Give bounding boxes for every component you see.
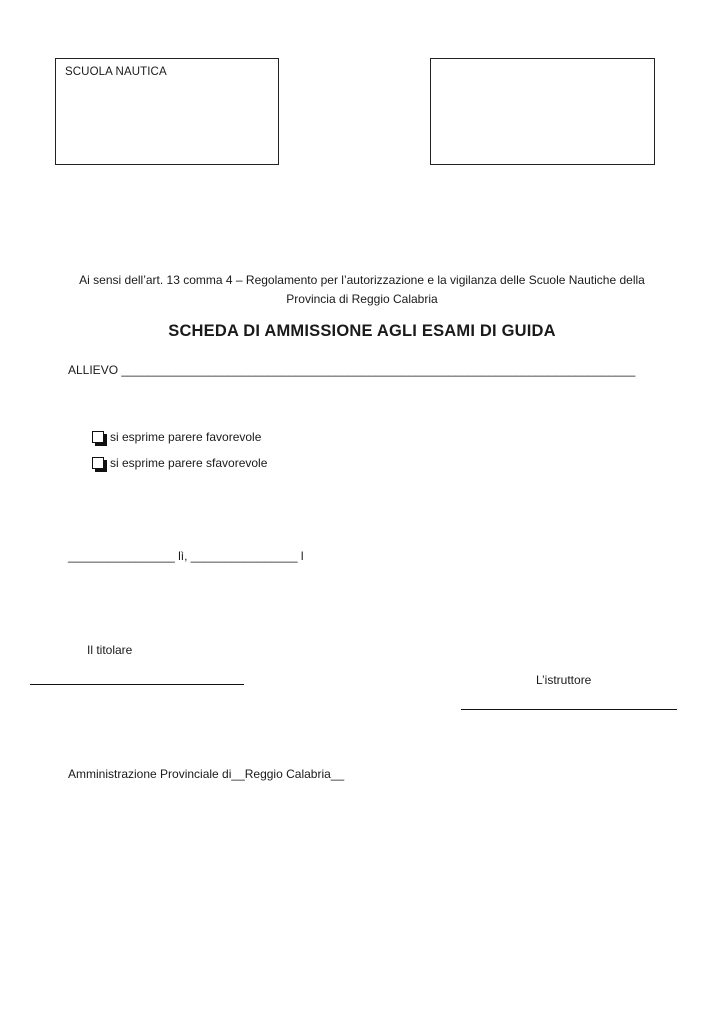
school-box (55, 58, 279, 165)
istruttore-signature-line[interactable] (461, 709, 677, 710)
checkbox-icon[interactable] (92, 431, 104, 443)
option-unfavorable[interactable] (92, 456, 267, 470)
school-label: SCUOLA NAUTICA (65, 66, 167, 78)
page-title: SCHEDA DI AMMISSIONE AGLI ESAMI DI GUIDA (168, 322, 556, 340)
checkbox-icon[interactable] (92, 457, 104, 469)
titolare-label: Il titolare (87, 643, 133, 657)
place-date-line[interactable]: ________________ lì, ________________ l (68, 549, 304, 563)
titolare-signature-line[interactable] (30, 684, 244, 685)
option-favorable[interactable] (92, 430, 261, 444)
allievo-field[interactable]: ALLIEVO _____________________________________________________________________________ (68, 363, 636, 377)
stamp-box (430, 58, 655, 165)
option-unfavorable-label: si esprime parere sfavorevole (110, 456, 268, 470)
option-favorable-label: si esprime parere favorevole (110, 430, 262, 444)
istruttore-label: L’istruttore (536, 673, 592, 687)
intro-text: Ai sensi dell’art. 13 comma 4 – Regolamento per l’autorizzazione e la vigilanza delle Scuole Nautiche della Provincia di Reggio Calabria (79, 273, 645, 306)
administration-line: Amministrazione Provinciale di__Reggio Calabria__ (68, 767, 345, 781)
